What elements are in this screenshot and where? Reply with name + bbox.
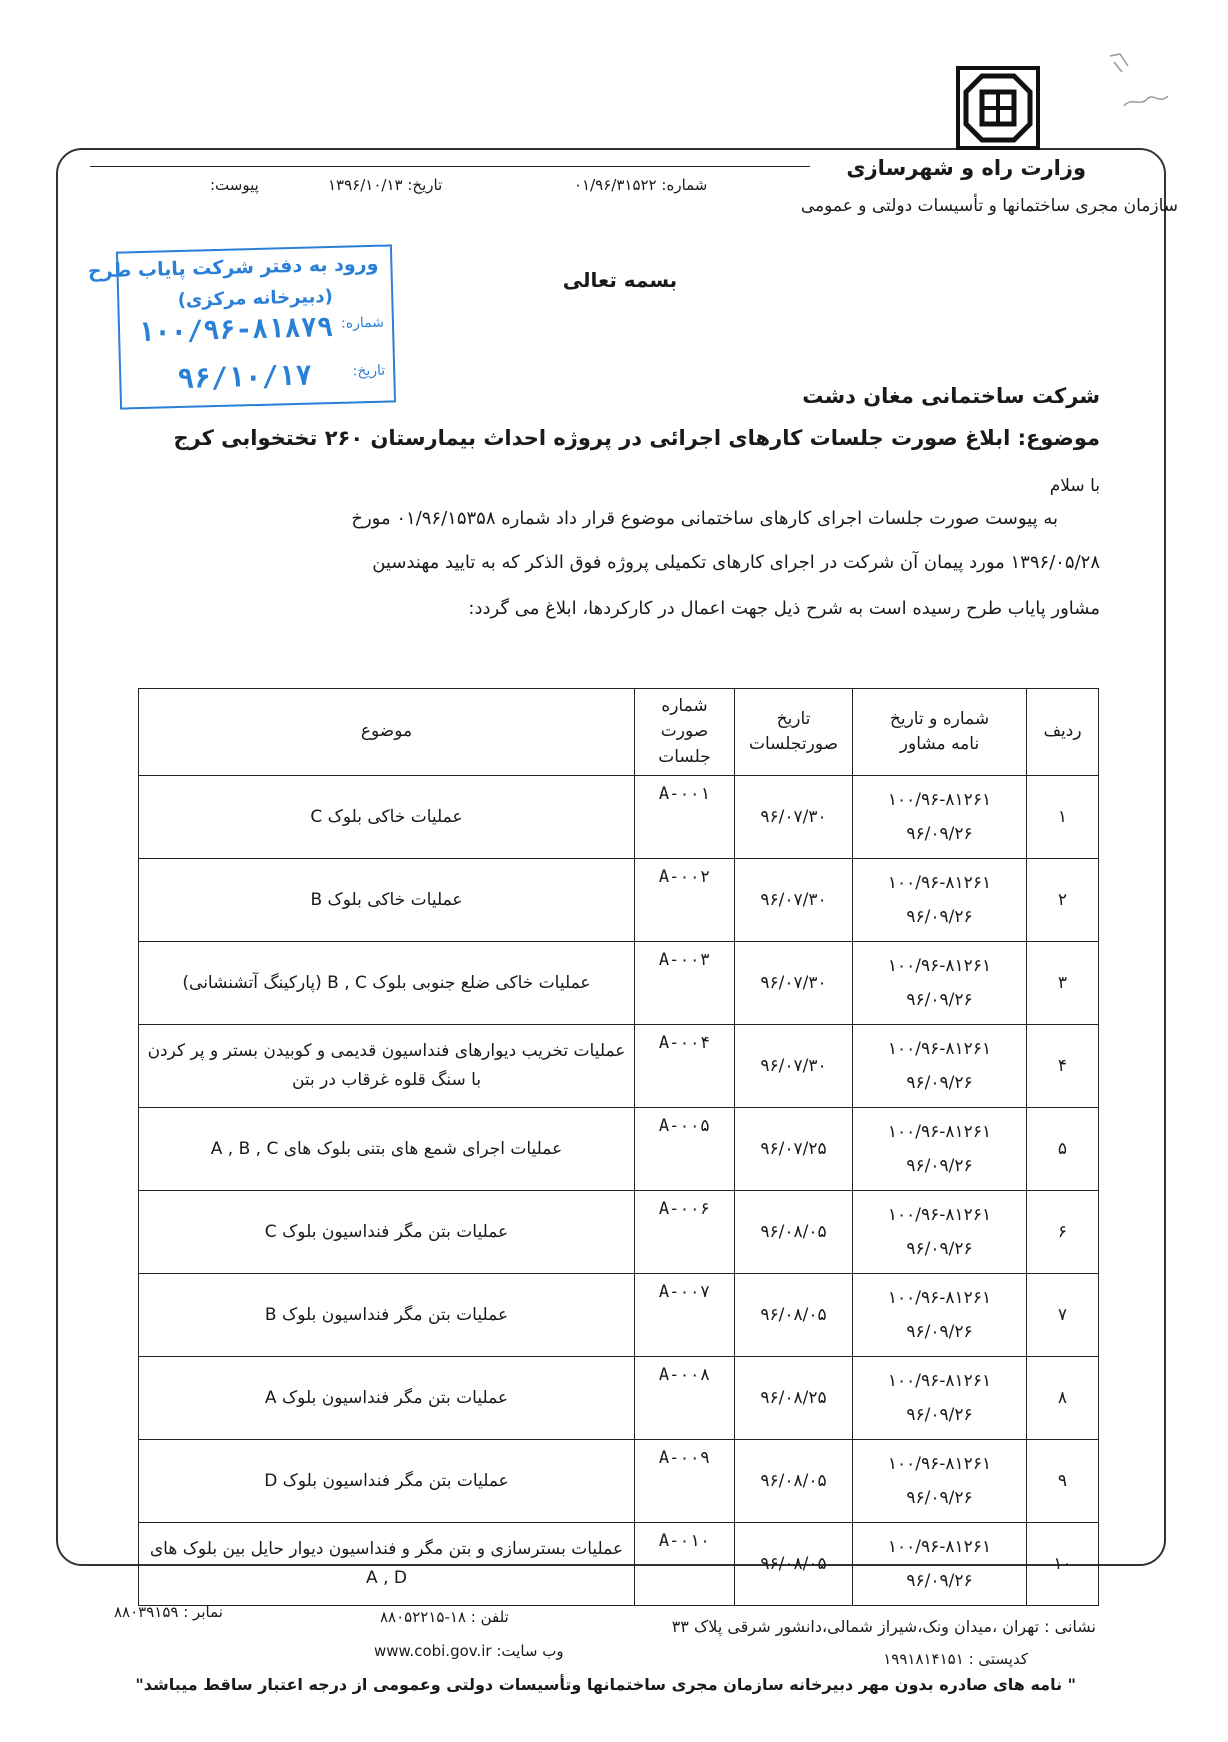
stamp-date-value: ۹۶/۱۰/۱۷: [176, 358, 313, 396]
body-line: به پیوست صورت جلسات اجرای کارهای ساختمانی موضوع قرار داد شماره ۰۱/۹۶/۱۵۳۵۸ مورخ: [351, 508, 1058, 529]
footer-phone: تلفن : ۱۸-۸۸۰۵۲۲۱۵: [380, 1608, 509, 1626]
session-date: ۹۶/۰۷/۳۰: [735, 859, 853, 942]
recipient: شرکت ساختمانی مغان دشت: [802, 384, 1100, 408]
advisor-letter: [853, 776, 1027, 859]
stamp-number-label: شماره:: [340, 314, 385, 332]
pencil-scribble-icon: [1122, 92, 1170, 110]
session-code: A-۰۰۴: [635, 1025, 735, 1108]
table-row: [139, 1357, 1099, 1440]
body-line: مشاور پایاب طرح رسیده است به شرح ذیل جهت اعمال در کارکردها، ابلاغ می گردد:: [468, 598, 1100, 619]
advisor-letter-number: ۱۰۰/۹۶-۸۱۲۶۱: [887, 1537, 992, 1557]
session-date: ۹۶/۰۸/۰۵: [735, 1440, 853, 1523]
session-code: A-۰۰۳: [635, 942, 735, 1025]
advisor-letter: [853, 1440, 1027, 1523]
logo-emblem-icon: [960, 70, 1036, 146]
session-code: A-۰۱۰: [635, 1523, 735, 1606]
advisor-letter-date: ۹۶/۰۹/۲۶: [906, 1156, 973, 1176]
advisor-letter-number: ۱۰۰/۹۶-۸۱۲۶۱: [887, 790, 992, 810]
footer-validity-note: " نامه های صادره بدون مهر دبیرخانه سازمان مجری ساختمانها وتأسیسات دولتی وعمومی از درجه اعتبار ساقط میباشد": [135, 1675, 1076, 1694]
session-subject: عملیات بسترسازی و بتن مگر و فنداسیون دیوار حایل بین بلوک های A , D: [139, 1523, 635, 1606]
row-number: ۳: [1027, 942, 1099, 1025]
row-number: ۶: [1027, 1191, 1099, 1274]
session-subject: عملیات تخریب دیوارهای فنداسیون قدیمی و کوبیدن بستر و پر کردن با سنگ قلوه غرقاب در بتن: [139, 1025, 635, 1108]
footer-fax: نمابر : ۸۸۰۳۹۱۵۹: [114, 1603, 223, 1621]
advisor-letter-date: ۹۶/۰۹/۲۶: [906, 907, 973, 927]
session-code: A-۰۰۶: [635, 1191, 735, 1274]
session-date: ۹۶/۰۷/۳۰: [735, 1025, 853, 1108]
basmala: بسمه تعالی: [562, 268, 678, 292]
advisor-letter-date: ۹۶/۰۹/۲۶: [906, 1405, 973, 1425]
header-divider: [90, 166, 810, 167]
advisor-letter-number: ۱۰۰/۹۶-۸۱۲۶۱: [887, 1205, 992, 1225]
advisor-letter-date: ۹۶/۰۹/۲۶: [906, 1488, 973, 1508]
advisor-letter-date: ۹۶/۰۹/۲۶: [906, 1239, 973, 1259]
session-code: A-۰۰۸: [635, 1357, 735, 1440]
header-subject: موضوع: [139, 689, 635, 776]
number-label: شماره:: [661, 176, 708, 194]
session-code: A-۰۰۷: [635, 1274, 735, 1357]
advisor-letter: [853, 1274, 1027, 1357]
header-row-number: ردیف: [1027, 689, 1099, 776]
row-number: ۴: [1027, 1025, 1099, 1108]
advisor-letter-number: ۱۰۰/۹۶-۸۱۲۶۱: [887, 873, 992, 893]
row-number: ۵: [1027, 1108, 1099, 1191]
ministry-name: وزارت راه و شهرسازی: [846, 156, 1086, 180]
row-number: ۱۰: [1027, 1523, 1099, 1606]
advisor-letter-number: ۱۰۰/۹۶-۸۱۲۶۱: [887, 1454, 992, 1474]
body-line: ۱۳۹۶/۰۵/۲۸ مورد پیمان آن شرکت در اجرای کارهای تکمیلی پروژه فوق الذکر که به تایید مهندسین: [372, 552, 1100, 573]
attachment-field: [210, 176, 259, 194]
advisor-letter-date: ۹۶/۰۹/۲۶: [906, 824, 973, 844]
advisor-letter: [853, 1025, 1027, 1108]
session-date: ۹۶/۰۷/۳۰: [735, 942, 853, 1025]
minutes-table: [138, 688, 1099, 1606]
stamp-date-label: تاریخ:: [352, 362, 386, 380]
advisor-letter: [853, 1191, 1027, 1274]
header-session-number: شماره صورت جلسات: [635, 689, 735, 776]
advisor-letter-date: ۹۶/۰۹/۲۶: [906, 1322, 973, 1342]
number-value: ۰۱/۹۶/۳۱۵۲۲: [574, 176, 657, 194]
session-code: A-۰۰۲: [635, 859, 735, 942]
letter-date: [328, 176, 442, 194]
table-row: [139, 1025, 1099, 1108]
greeting: با سلام: [1049, 476, 1100, 496]
session-subject: عملیات خاکی بلوک C: [139, 776, 635, 859]
table-row: [139, 942, 1099, 1025]
session-code: A-۰۰۱: [635, 776, 735, 859]
advisor-letter-number: ۱۰۰/۹۶-۸۱۲۶۱: [887, 1039, 992, 1059]
stamp-title: ورود به دفتر شرکت پایاب طرح: [87, 252, 379, 283]
session-date: ۹۶/۰۸/۲۵: [735, 1357, 853, 1440]
session-code: A-۰۰۹: [635, 1440, 735, 1523]
subject-line: موضوع: ابلاغ صورت جلسات کارهای اجرائی در پروژه احداث بیمارستان ۲۶۰ تختخوابی کرج: [173, 426, 1100, 450]
advisor-letter-number: ۱۰۰/۹۶-۸۱۲۶۱: [887, 1371, 992, 1391]
table-row: [139, 1523, 1099, 1606]
session-subject: عملیات اجرای شمع های بتنی بلوک های A , B , C: [139, 1108, 635, 1191]
footer-address: نشانی : تهران ،میدان ونک،شیراز شمالی،دانشور شرقی پلاک ۳۳: [671, 1617, 1096, 1636]
advisor-letter: [853, 942, 1027, 1025]
advisor-letter-date: ۹۶/۰۹/۲۶: [906, 1571, 973, 1591]
table-header-row: [139, 689, 1099, 776]
session-date: ۹۶/۰۷/۳۰: [735, 776, 853, 859]
advisor-letter-date: ۹۶/۰۹/۲۶: [906, 1073, 973, 1093]
receipt-stamp: [87, 244, 396, 409]
advisor-letter: [853, 1523, 1027, 1606]
row-number: ۹: [1027, 1440, 1099, 1523]
session-date: ۹۶/۰۸/۰۵: [735, 1191, 853, 1274]
session-date: ۹۶/۰۷/۲۵: [735, 1108, 853, 1191]
session-code: A-۰۰۵: [635, 1108, 735, 1191]
session-subject: عملیات خاکی بلوک B: [139, 859, 635, 942]
table-row: [139, 1108, 1099, 1191]
session-subject: عملیات بتن مگر فنداسیون بلوک D: [139, 1440, 635, 1523]
session-subject: عملیات بتن مگر فنداسیون بلوک C: [139, 1191, 635, 1274]
advisor-letter: [853, 1108, 1027, 1191]
session-date: ۹۶/۰۸/۰۵: [735, 1523, 853, 1606]
row-number: ۷: [1027, 1274, 1099, 1357]
table-row: [139, 1191, 1099, 1274]
row-number: ۲: [1027, 859, 1099, 942]
organization-name: سازمان مجری ساختمانها و تأسیسات دولتی و عمومی: [800, 196, 1178, 216]
row-number: ۱: [1027, 776, 1099, 859]
footer-website: وب سایت: www.cobi.gov.ir: [374, 1642, 564, 1660]
table-row: [139, 1274, 1099, 1357]
date-value: ۱۳۹۶/۱۰/۱۳: [328, 176, 403, 194]
session-subject: عملیات بتن مگر فنداسیون بلوک B: [139, 1274, 635, 1357]
advisor-letter-number: ۱۰۰/۹۶-۸۱۲۶۱: [887, 1288, 992, 1308]
advisor-letter-number: ۱۰۰/۹۶-۸۱۲۶۱: [887, 1122, 992, 1142]
table-row: [139, 1440, 1099, 1523]
advisor-letter-date: ۹۶/۰۹/۲۶: [906, 990, 973, 1010]
header-advisor-letter: شماره و تاریخ نامه مشاور: [853, 689, 1027, 776]
session-date: ۹۶/۰۸/۰۵: [735, 1274, 853, 1357]
letter-number: [574, 176, 707, 194]
table-row: [139, 776, 1099, 859]
stamp-subtitle: (دبیرخانه مرکزی): [177, 285, 334, 312]
advisor-letter: [853, 859, 1027, 942]
stamp-number-value: ۱۰۰/۹۶-۸۱۸۷۹: [137, 311, 334, 349]
session-subject: عملیات بتن مگر فنداسیون بلوک A: [139, 1357, 635, 1440]
table-row: [139, 859, 1099, 942]
footer-postal-code: کدپستی : ۱۹۹۱۸۱۴۱۵۱: [883, 1650, 1028, 1668]
attachment-label: پیوست:: [210, 176, 259, 194]
advisor-letter-number: ۱۰۰/۹۶-۸۱۲۶۱: [887, 956, 992, 976]
date-label: تاریخ:: [407, 176, 443, 194]
pencil-mark-icon: [1108, 52, 1130, 76]
advisor-letter: [853, 1357, 1027, 1440]
ministry-logo: [956, 66, 1040, 150]
header-session-date: تاریخ صورتجلسات: [735, 689, 853, 776]
session-subject: عملیات خاکی ضلع جنوبی بلوک B , C (پارکینگ آتشنشانی): [139, 942, 635, 1025]
row-number: ۸: [1027, 1357, 1099, 1440]
